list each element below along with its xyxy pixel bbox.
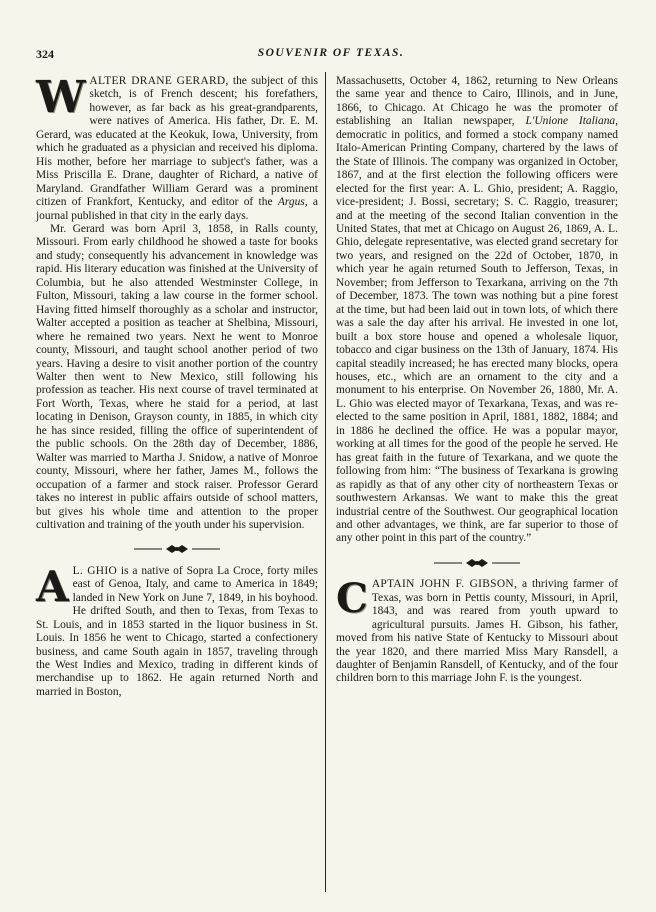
ornament-flourish-icon [132,544,222,554]
gerard-paragraph-2: Mr. Gerard was born April 3, 1858, in Ralls county, Missouri. From early childhood he showed a taste for books and study; consequently his advancement in knowledge was rapid. His literary education was finished at the University of Columbia, but he also attended Westminster College, in Fulton, Missouri, taking a law course in the former school. Having fitted himself thoroughly as a scholar and instructor, Walter accepted a position as teacher at Shelbina, Missouri, where he remained two years. Next he went to Monroe county, Missouri, and taught school another period of two years. Having a desire to visit another portion of the country Walter then went to New Mexico, still following his profession as teacher. His next course of travel terminated at Fort Worth, Texas, where he staid for a period, at last locating in Denison, Grayson county, in 1885, in which city he has since resided, filling the office of superintendent of the public schools. On the 28th day of December, 1886, Walter was married to Martha J. Snidow, a native of Monroe county, Missouri, where her father, James M., follows the occupation of a farmer and stock raiser. Professor Gerard takes no interest in public affairs outside of school matters, but gives his whole time and attention to the proper cultivation and training of the youth under his supervision. [36,222,318,531]
gibson-paragraph-1 [336,575,619,686]
dropcap-w: W [36,72,86,123]
ghio-lead: L. GHIO [72,564,118,577]
section-ornament-2 [336,556,618,569]
ornament-flourish-icon [432,558,522,568]
page-number: 324 [36,47,54,61]
ghio-paragraph-1 [36,561,318,700]
article-ghio [36,561,318,700]
ghio-cont-text-b: democratic in politics, and formed a stock company named Italo-American Printing Company, chartered by the laws of the State of Illinois. The company was organized in October, 1867, and at the first election the following officers were elected for the first year: A. L. Ghio, president; A. Raggio, vice-president; J. Bossi, secretary; S. C. Raggio, treasurer; and at the meeting of the second Italian convention in the United States, that met at Chicago on August 26, 1869, A. L. Ghio, delegate representative, was elected grand secretary for two years, and resigned on the 22d of October, 1870, in which year he again returned South to Jefferson, Texas, in November; from Jefferson to Texarkana, arriving on the 7th of December, 1873. The town was nothing but a pine forest at the time, but had been laid out in town lots, of which there was a sale the day after his arrival. He invested in one lot, built a box store house and opened a wholesale liquor, tobacco and cigar business on the 13th of January, 1874. His capital steadily increased; he has erected many blocks, opera houses, etc., which are an ornament to the city and a monument to his enterprise. On November 26, 1880, Mr. A. L. Ghio was elected mayor of Texarkana, Texas, and was re-elected to the same position in April, 1881, 1882, 1884; and in 1886 he declined the office. He was a popular mayor, working at all times for the good of the people he served. He has great faith in the future of Texarkana, and we quote the following from him: “The business of Texarkana is growing as rapidly as that of any other city of northeastern Texas or southwestern Arkansas. We want to make this the great industrial centre of the Southwest. Our geographical location and other advantages, we think, are far superior to those of any other point in this part of the country.” [336,128,618,545]
section-ornament [36,542,318,555]
gerard-lead: ALTER DRANE GERARD, [89,75,229,87]
gibson-text-1: a thriving farmer of Texas, was born in Pettis county, Missouri, in April, 1843, and was reared from youth upward to agricultural pursuits. James H. Gibson, his father, moved from his native State of Kentucky to Missouri about the year 1820, and there married Miss Mary Ransdell, a daughter of Benjamin Ransdell, of Kentucky, and of the four children born to this marriage John F. is the youngest. [336,578,619,685]
ghio-text-1: is a native of Sopra La Croce, forty miles east of Genoa, Italy, and came to America in 1849; landed in New York on June 7, 1849, in his boyhood. He drifted South, and then to Texas, from Texas to St. Louis, and in 1853 started in the liquor business in St. Louis. In 1856 he went to Chicago, started a confectionery business, and came South again in 1857, traveling through the West Indies and Mexico, trading in different kinds of merchandise up to 1862. He again returned North and married in Boston, [36,564,318,698]
left-column [36,72,318,699]
dropcap-c: C [336,575,368,623]
article-gerard [36,72,318,532]
dropcap-a: A [36,561,69,611]
right-column [336,75,618,686]
gerard-text-1: the subject of this sketch, is of French descent; his forefathers, however, as far back as his great-grandparents, were natives of America. His father, Dr. E. M. Gerard, was educated at the Keokuk, Iowa, University, from which he graduated as a physician and received his diploma. His mother, before her marriage to subject's father, was a Miss Priscilla E. Drane, daughter of Richard, a native of Maryland. Grandfather William Gerard was a prominent citizen of Frankfort, Kentucky, and editor of the [36,75,318,209]
article-ghio-continued [336,75,618,546]
gerard-text-1-end: a journal published in that city in the early days. [36,196,318,222]
gerard-paragraph-1 [36,72,318,223]
argus-title: Argus, [277,196,308,209]
running-title: SOUVENIR OF TEXAS. [257,47,405,59]
ghio-cont-text-a: Massachusetts, October 4, 1862, returning to New Orleans the same year and thence to Cairo, Illinois, and in June, 1866, to Chicago. At Chicago he was the promoter of establishing an Italian newspaper, [336,75,618,128]
gibson-lead: APTAIN JOHN F. GIBSON, [371,578,518,591]
column-divider [325,72,326,892]
newspaper-title: L'Unione Italiana, [525,115,618,128]
ghio-continued-paragraph [336,75,618,546]
page-header [36,47,626,63]
article-gibson [336,575,619,686]
